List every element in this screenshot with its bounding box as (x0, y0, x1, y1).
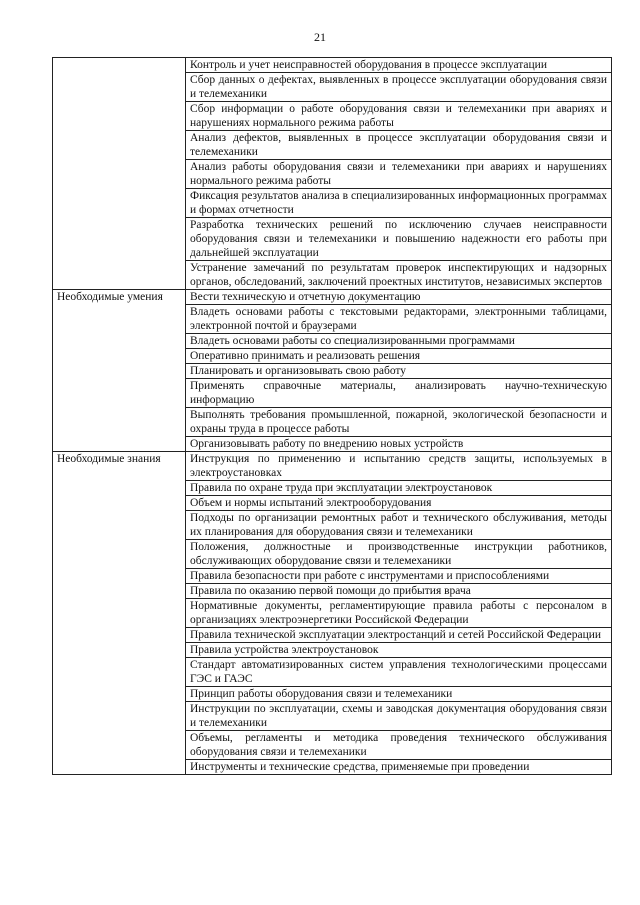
table-cell-entry: Сбор информации о работе оборудования связи и телемеханики при авариях и нарушениях нормального режима работы (186, 102, 612, 131)
table-cell-entry: Фиксация результатов анализа в специализированных информационных программах и формах отчетности (186, 189, 612, 218)
table-cell-entry: Правила устройства электроустановок (186, 643, 612, 658)
section-label: Необходимые знания (53, 452, 186, 775)
table-cell-entry: Устранение замечаний по результатам проверок инспектирующих и надзорных органов, обследований, заключений проектных институтов, независимых экспертов (186, 261, 612, 290)
table-cell-entry: Организовывать работу по внедрению новых устройств (186, 437, 612, 452)
table-cell-entry: Инструкции по эксплуатации, схемы и заводская документация оборудования связи и телемеханики (186, 702, 612, 731)
section-label (53, 58, 186, 290)
table-cell-entry: Применять справочные материалы, анализировать научно-техническую информацию (186, 379, 612, 408)
table-cell-entry: Правила по охране труда при эксплуатации электроустановок (186, 481, 612, 496)
table-cell-entry: Оперативно принимать и реализовать решения (186, 349, 612, 364)
table-cell-entry: Владеть основами работы со специализированными программами (186, 334, 612, 349)
table-cell-entry: Планировать и организовывать свою работу (186, 364, 612, 379)
table-row (53, 290, 612, 305)
table-cell-entry: Выполнять требования промышленной, пожарной, экологической безопасности и охраны труда в процессе работы (186, 408, 612, 437)
table-cell-entry: Анализ работы оборудования связи и телемеханики при авариях и нарушениях нормального режима работы (186, 160, 612, 189)
table-cell-entry: Объемы, регламенты и методика проведения технического обслуживания оборудования связи и телемеханики (186, 731, 612, 760)
table-cell-entry: Инструкция по применению и испытанию средств защиты, используемых в электроустановках (186, 452, 612, 481)
table-cell-entry: Инструменты и технические средства, применяемые при проведении (186, 760, 612, 775)
table-cell-entry: Вести техническую и отчетную документацию (186, 290, 612, 305)
table-cell-entry: Стандарт автоматизированных систем управления технологическими процессами ГЭС и ГАЭС (186, 658, 612, 687)
table-cell-entry: Разработка технических решений по исключению случаев неисправности оборудования связи и телемеханики и повышению надежности его работы при дальнейшей эксплуатации (186, 218, 612, 261)
table-cell-entry: Сбор данных о дефектах, выявленных в процессе эксплуатации оборудования связи и телемеханики (186, 73, 612, 102)
page-number: 21 (314, 30, 326, 44)
table-cell-entry: Правила по оказанию первой помощи до прибытия врача (186, 584, 612, 599)
table-cell-entry: Правила безопасности при работе с инструментами и приспособлениями (186, 569, 612, 584)
table-row (53, 58, 612, 73)
table-row (53, 452, 612, 481)
table-cell-entry: Объем и нормы испытаний электрооборудования (186, 496, 612, 511)
table-cell-entry: Владеть основами работы с текстовыми редакторами, электронными таблицами, электронной почтой и браузерами (186, 305, 612, 334)
table-cell-entry: Положения, должностные и производственные инструкции работников, обслуживающих оборудование связи и телемеханики (186, 540, 612, 569)
table-cell-entry: Правила технической эксплуатации электростанций и сетей Российской Федерации (186, 628, 612, 643)
table-cell-entry: Анализ дефектов, выявленных в процессе эксплуатации оборудования связи и телемеханики (186, 131, 612, 160)
table-cell-entry: Нормативные документы, регламентирующие правила работы с персоналом в организациях электроэнергетики Российской Федерации (186, 599, 612, 628)
table-cell-entry: Подходы по организации ремонтных работ и технического обслуживания, методы их планирования для оборудования связи и телемеханики (186, 511, 612, 540)
table-cell-entry: Принцип работы оборудования связи и телемеханики (186, 687, 612, 702)
section-label: Необходимые умения (53, 290, 186, 452)
requirements-table (52, 57, 612, 775)
table-cell-entry: Контроль и учет неисправностей оборудования в процессе эксплуатации (186, 58, 612, 73)
